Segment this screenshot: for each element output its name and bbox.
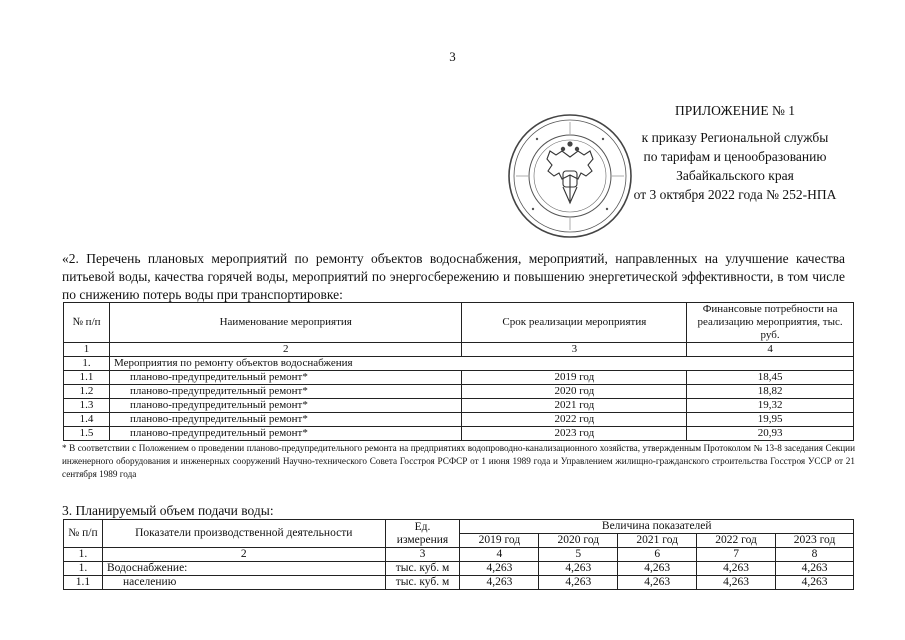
col-number: 2	[109, 343, 462, 357]
col-number: 8	[776, 548, 854, 562]
row-term: 2022 год	[462, 413, 687, 427]
row-term: 2019 год	[462, 371, 687, 385]
col-number: 4	[460, 548, 539, 562]
water-supply-volume-table	[63, 519, 854, 590]
table-row	[64, 576, 854, 590]
table-row	[64, 427, 854, 441]
row-value: 4,263	[776, 562, 854, 576]
row-term: 2020 год	[462, 385, 687, 399]
header-year: 2022 год	[697, 534, 776, 548]
col-number: 6	[618, 548, 697, 562]
repair-measures-table	[63, 302, 854, 441]
table-row	[64, 413, 854, 427]
row-name: планово-предупредительный ремонт*	[109, 413, 462, 427]
row-term: 2023 год	[462, 427, 687, 441]
col-number: 3	[462, 343, 687, 357]
row-value: 4,263	[539, 576, 618, 590]
row-num: 1.1	[64, 371, 110, 385]
row-num: 1.3	[64, 399, 110, 413]
col-number: 3	[385, 548, 460, 562]
row-num: 1.1	[64, 576, 103, 590]
header-unit: Ед. измерения	[385, 520, 460, 548]
header-num: № п/п	[64, 520, 103, 548]
row-name: планово-предупредительный ремонт*	[109, 427, 462, 441]
col-number: 1.	[64, 548, 103, 562]
table-row	[64, 371, 854, 385]
row-num: 1.	[64, 562, 103, 576]
row-unit: тыс. куб. м	[385, 562, 460, 576]
row-num: 1.4	[64, 413, 110, 427]
row-finance: 20,93	[687, 427, 854, 441]
appendix-line: от 3 октября 2022 года № 252-НПА	[633, 187, 837, 202]
col-number: 2	[102, 548, 385, 562]
table-header-row	[64, 520, 854, 534]
row-name: планово-предупредительный ремонт*	[109, 385, 462, 399]
appendix-line: к приказу Региональной службы	[641, 130, 829, 145]
row-finance: 19,32	[687, 399, 854, 413]
col-number: 5	[539, 548, 618, 562]
col-number: 7	[697, 548, 776, 562]
row-value: 4,263	[539, 562, 618, 576]
group-num: 1.	[64, 357, 110, 371]
row-indicator: Водоснабжение:	[102, 562, 385, 576]
row-finance: 19,95	[687, 413, 854, 427]
col-number: 4	[687, 343, 854, 357]
row-value: 4,263	[776, 576, 854, 590]
section-3-heading: 3. Планируемый объем подачи воды:	[62, 503, 274, 518]
row-indicator: населению	[102, 576, 385, 590]
footnote: * В соответствии с Положением о проведении планово-предупредительного ремонта на предприятиях водопроводно-канализационного хозяйства, утвержденным Протоколом № 13-8 заседания Секции инженерного оборудования и инженерных сооружений Научно-технического Совета Госстроя РСФСР от 1 июня 1989 года и Управлением жилищно-гражданского строительства Госстроя УССР от 21 сентября 1989 года	[62, 443, 855, 479]
table-row	[64, 385, 854, 399]
column-number-row	[64, 343, 854, 357]
table-row	[64, 562, 854, 576]
col-number: 1	[64, 343, 110, 357]
appendix-header	[610, 101, 860, 204]
row-value: 4,263	[697, 576, 776, 590]
header-finance: Финансовые потребности на реализацию мероприятия, тыс. руб.	[687, 303, 854, 343]
row-value: 4,263	[460, 562, 539, 576]
page-number: 3	[449, 49, 456, 64]
header-num: № п/п	[64, 303, 110, 343]
row-finance: 18,45	[687, 371, 854, 385]
table-row	[64, 399, 854, 413]
row-value: 4,263	[618, 576, 697, 590]
header-indicator: Показатели производственной деятельности	[102, 520, 385, 548]
row-name: планово-предупредительный ремонт*	[109, 371, 462, 385]
row-value: 4,263	[697, 562, 776, 576]
row-finance: 18,82	[687, 385, 854, 399]
appendix-line: Забайкальского края	[676, 168, 794, 183]
row-value: 4,263	[460, 576, 539, 590]
header-name: Наименование мероприятия	[109, 303, 462, 343]
header-values: Величина показателей	[460, 520, 854, 534]
appendix-line: по тарифам и ценообразованию	[643, 149, 827, 164]
row-term: 2021 год	[462, 399, 687, 413]
group-name: Мероприятия по ремонту объектов водоснабжения	[109, 357, 853, 371]
header-year: 2021 год	[618, 534, 697, 548]
section-2-heading: «2. Перечень плановых мероприятий по ремонту объектов водоснабжения, мероприятий, направленных на улучшение качества питьевой воды, качества горячей воды, мероприятий по энергосбережению и повышению энергетической эффективности, в том числе по снижению потерь воды при транспортировке:	[62, 251, 845, 302]
header-year: 2023 год	[776, 534, 854, 548]
header-year: 2019 год	[460, 534, 539, 548]
appendix-title: ПРИЛОЖЕНИЕ № 1	[674, 103, 796, 118]
column-number-row	[64, 548, 854, 562]
header-term: Срок реализации мероприятия	[462, 303, 687, 343]
row-num: 1.5	[64, 427, 110, 441]
row-unit: тыс. куб. м	[385, 576, 460, 590]
row-value: 4,263	[618, 562, 697, 576]
group-row	[64, 357, 854, 371]
row-num: 1.2	[64, 385, 110, 399]
header-year: 2020 год	[539, 534, 618, 548]
row-name: планово-предупредительный ремонт*	[109, 399, 462, 413]
table-header-row	[64, 303, 854, 343]
